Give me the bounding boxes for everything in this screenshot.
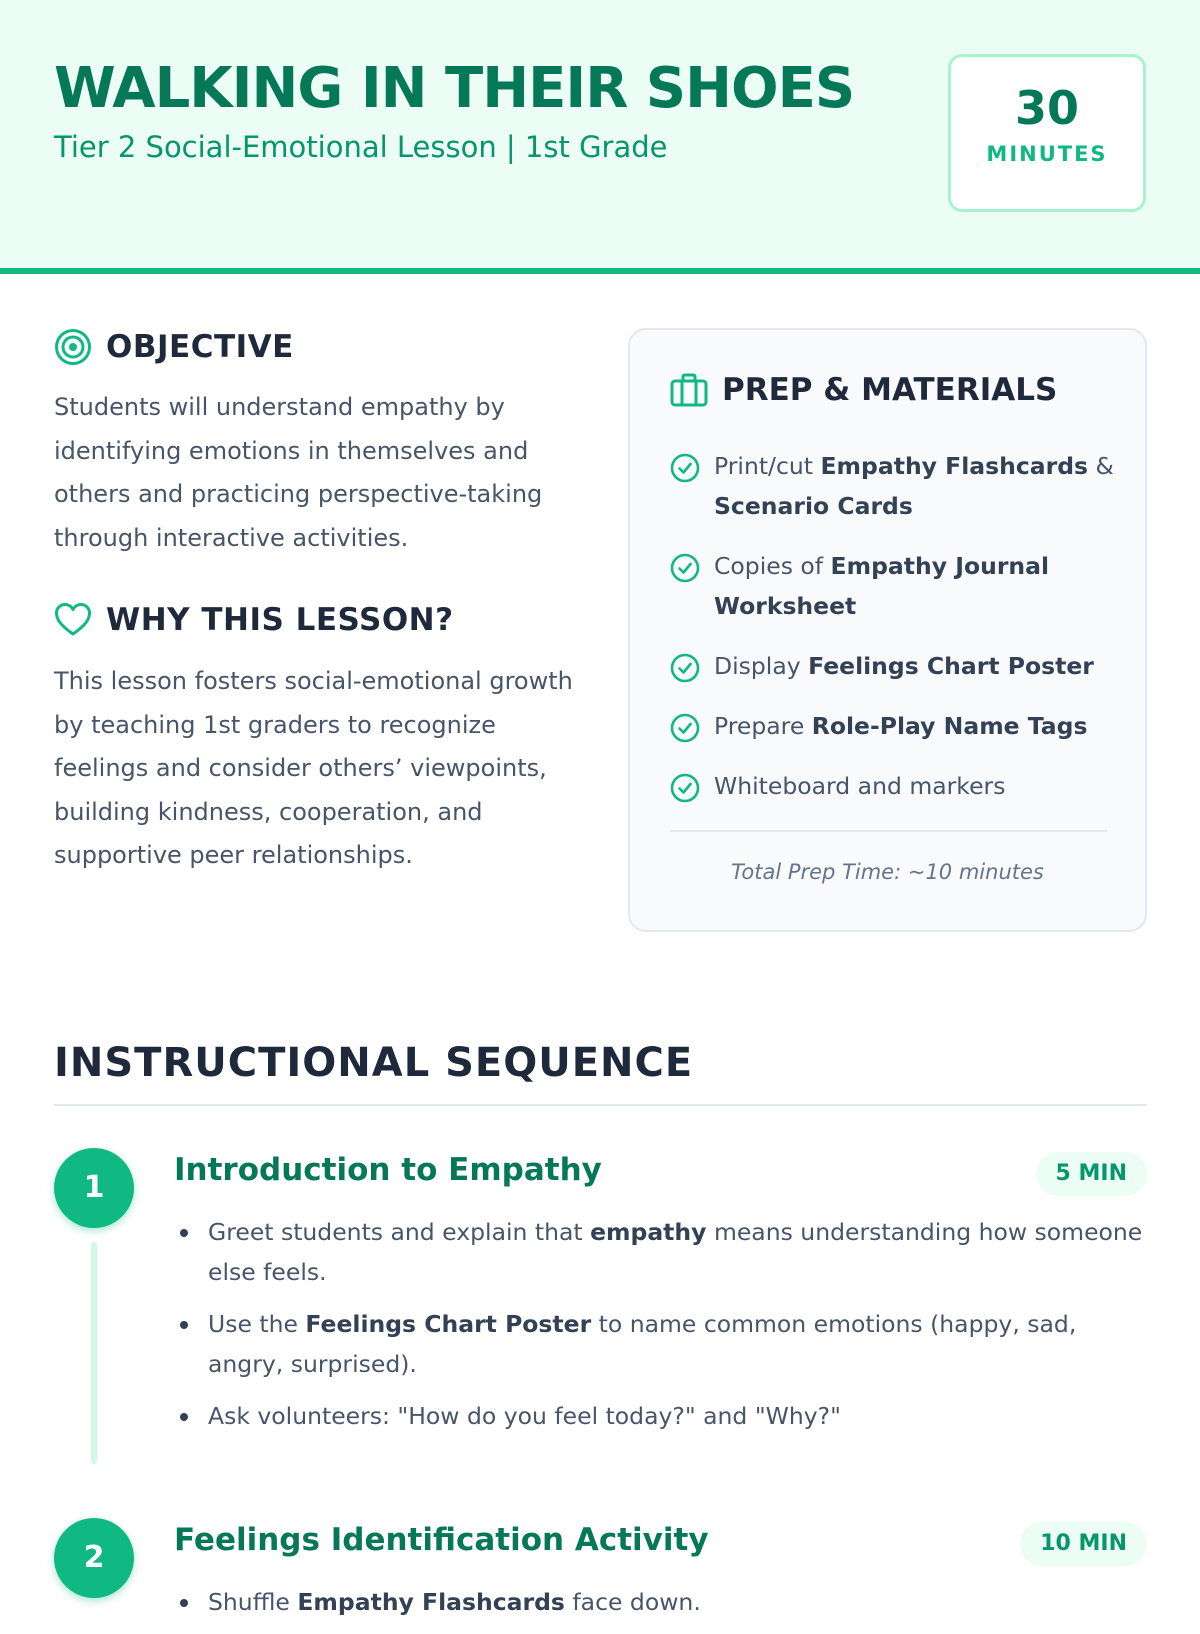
- step-duration-badge-1: 5 MIN: [1036, 1152, 1147, 1196]
- why-heading: [54, 602, 454, 638]
- check-circle-icon: [670, 453, 700, 483]
- check-circle-icon: [670, 653, 700, 683]
- prep-item: [670, 446, 1120, 526]
- sequence-heading: INSTRUCTIONAL SEQUENCE: [54, 1040, 694, 1086]
- lesson-subtitle: Tier 2 Social-Emotional Lesson | 1st Grade: [54, 130, 668, 164]
- step-title-2: Feelings Identification Activity: [174, 1522, 709, 1558]
- prep-heading: [670, 372, 1057, 408]
- list-item: Use the Feelings Chart Poster to name common emotions (happy, sad, angry, surprised).: [174, 1304, 1144, 1384]
- step-number-2: 2: [54, 1518, 134, 1598]
- prep-item: [670, 646, 1120, 686]
- briefcase-icon: [670, 373, 708, 407]
- prep-item-text: Display Feelings Chart Poster: [714, 652, 1094, 680]
- objective-heading-text: OBJECTIVE: [106, 329, 294, 365]
- check-circle-icon: [670, 773, 700, 803]
- duration-unit: MINUTES: [986, 141, 1108, 166]
- step-bullets-1: [174, 1212, 1144, 1448]
- lesson-title: WALKING IN THEIR SHOES: [54, 56, 855, 121]
- prep-item-text: Print/cut Empathy Flashcards & Scenario Cards: [714, 452, 1114, 520]
- duration-box: [948, 54, 1146, 212]
- prep-item-text: Whiteboard and markers: [714, 772, 1006, 800]
- step-title-1: Introduction to Empathy: [174, 1152, 602, 1188]
- check-circle-icon: [670, 713, 700, 743]
- objective-heading: [54, 328, 294, 366]
- sequence-divider: [54, 1104, 1147, 1106]
- list-item: Ask volunteers: "How do you feel today?" and "Why?": [174, 1396, 1144, 1436]
- prep-item: [670, 706, 1120, 746]
- step-number-1: 1: [54, 1148, 134, 1228]
- prep-heading-text: PREP & MATERIALS: [722, 372, 1058, 408]
- prep-divider: [670, 830, 1107, 832]
- duration-value: 30: [1014, 81, 1079, 135]
- lesson-header: [0, 0, 1200, 274]
- prep-item: [670, 766, 1120, 806]
- objective-text: Students will understand empathy by identifying emotions in themselves and others and practicing perspective-taking through interactive activities.: [54, 393, 543, 552]
- prep-item-text: Copies of Empathy Journal Worksheet: [714, 552, 1050, 620]
- list-item: Greet students and explain that empathy means understanding how someone else feels.: [174, 1212, 1144, 1292]
- step-duration-badge-2: 10 MIN: [1020, 1522, 1147, 1566]
- target-icon: [54, 328, 92, 366]
- step-bullets-2: [174, 1582, 1144, 1634]
- prep-list: [670, 446, 1120, 826]
- prep-total-time: Total Prep Time: ~10 minutes: [731, 860, 1044, 884]
- list-item: Shuffle Empathy Flashcards face down.: [174, 1582, 1144, 1622]
- why-heading-text: WHY THIS LESSON?: [106, 602, 454, 638]
- check-circle-icon: [670, 553, 700, 583]
- why-text: This lesson fosters social-emotional growth by teaching 1st graders to recognize feelings and consider others’ viewpoints, building kindness, cooperation, and supportive peer relationships.: [54, 667, 573, 869]
- prep-item-text: Prepare Role-Play Name Tags: [714, 712, 1088, 740]
- prep-materials-card: [628, 328, 1147, 932]
- prep-item: [670, 546, 1120, 626]
- heart-icon: [54, 602, 92, 638]
- step-connector: [91, 1242, 97, 1464]
